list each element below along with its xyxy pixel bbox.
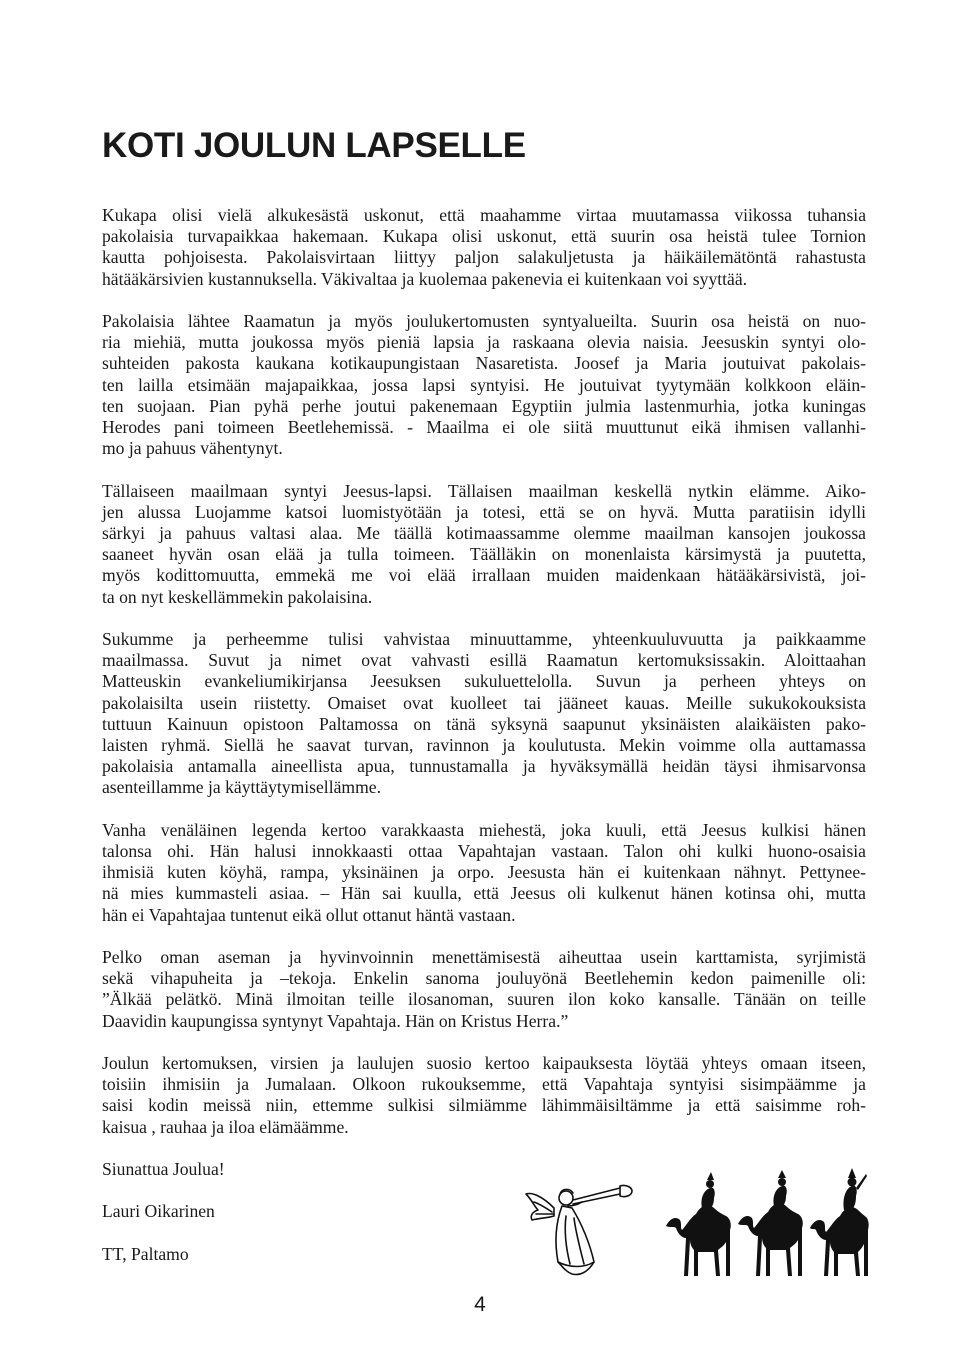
text-line: ”Älkää pelätkö. Minä ilmoitan teille ilosanoman, suuren ilon koko kansalle. Tänään on teille	[102, 989, 866, 1010]
text-line: laisten ryhmä. Siellä he saavat turvan, ravinnon ja koulutusta. Mekin voimme olla auttamassa	[102, 735, 866, 756]
author-affiliation: TT, Paltamo	[102, 1243, 189, 1264]
paragraph-5	[102, 820, 866, 926]
text-line: toisiin ihmisiin ja Jumalaan. Olkoon rukouksemme, että Vapahtaja syntyisi sisimpäämme ja	[102, 1074, 866, 1095]
text-line: Joulun kertomuksen, virsien ja laulujen suosio kertoo kaipauksesta löytää yhteys omaan itseen,	[102, 1053, 866, 1074]
text-line: mo ja pahuus vähentynyt.	[102, 438, 283, 459]
paragraph-1	[102, 205, 866, 290]
article-title: KOTI JOULUN LAPSELLE	[102, 126, 526, 165]
text-line: Sukumme ja perheemme tulisi vahvistaa minuuttamme, yhteenkuuluvuutta ja paikkaamme	[102, 629, 866, 650]
text-line: kaisua , rauhaa ja iloa elämäämme.	[102, 1116, 349, 1137]
text-line: saaneet hyvän osan elää ja tulla toimeen. Täälläkin on monenlaista kärsimystä ja puutetta,	[102, 544, 866, 565]
text-line: Vanha venäläinen legenda kertoo varakkaasta miehestä, joka kuuli, että Jeesus kulkisi hänen	[102, 819, 866, 840]
text-line: talonsa ohi. Hän halusi innokkaasti ottaa Vapahtajan vastaan. Talon ohi kulki huono-osaisia	[102, 841, 866, 862]
text-line: nä mies kummasteli asiaa. – Hän sai kuulla, että Jeesus oli kulkenut hänen kotinsa ohi, mutta	[102, 883, 866, 904]
text-line: Daavidin kaupungissa syntynyt Vapahtaja. Hän on Kristus Herra.”	[102, 1010, 569, 1031]
article-body	[102, 205, 866, 1286]
text-line: hätääkärsivien kustannuksella. Väkivaltaa ja kuolemaa pakenevia ei kuitenkaan voi syyttää.	[102, 268, 748, 289]
text-line: pakolaisilta usein riistetty. Omaiset ovat kuolleet tai jääneet kauas. Meille sukukokouksista	[102, 692, 866, 713]
text-line: Tällaiseen maailmaan syntyi Jeesus-lapsi. Tällaisen maailman keskellä nytkin elämme. Aiko-	[102, 480, 866, 501]
paragraph-7	[102, 1053, 866, 1138]
angel-with-trumpet-icon	[524, 1182, 642, 1278]
paragraph-6	[102, 947, 866, 1032]
text-line: asenteillamme ja käyttäytymisellämme.	[102, 777, 381, 798]
closing-greeting: Siunattua Joulua!	[102, 1159, 225, 1180]
text-line: jen alussa Luojamme katsoi luomistyötään ja totesi, että se on hyvä. Mutta paratiisin idylli	[102, 501, 866, 522]
text-line: saisi kodin meissä niin, ettemme sulkisi silmiämme lähimmäisiltämme ja että saisimme roh-	[102, 1095, 866, 1116]
text-line: ten lailla etsimään majapaikkaa, jossa lapsi syntyisi. He joutuivat tyytymään kolkkoon eläin-	[102, 374, 866, 395]
paragraph-3	[102, 481, 866, 608]
paragraph-2	[102, 311, 866, 459]
text-line: tuttuun Kainuun opistoon Paltamossa on tänä syksynä saapunut yksinäisten alaikäisten pako-	[102, 713, 866, 734]
text-line: ria miehiä, mutta joukossa myös pieniä lapsia ja raskaana olevia naisia. Jeesuskin syntyi olo-	[102, 332, 866, 353]
text-line: hän ei Vapahtajaa tuntenut eikä ollut ottanut häntä vastaan.	[102, 904, 516, 925]
text-line: Pelko oman aseman ja hyvinvoinnin menettämisestä aiheuttaa usein karttamista, syrjimistä	[102, 947, 866, 968]
text-line: ten suojaan. Pian pyhä perhe joutui pakenemaan Egyptiin julmia lastenmurhia, jotka kuningas	[102, 395, 866, 416]
text-line: Kukapa olisi vielä alkukesästä uskonut, että maahamme virtaa muutamassa viikossa tuhansia	[102, 205, 866, 225]
text-line: Matteuskin evankeliumikirjansa Jeesuksen sukuluettelolla. Suvun ja perheen yhteys on	[102, 671, 866, 692]
text-line: ta on nyt keskellämmekin pakolaisina.	[102, 586, 373, 607]
text-line: ihmisiä kuten köyhä, rampa, yksinäinen ja orpo. Jeesusta hän ei kuitenkaan nähnyt. Pettynee-	[102, 862, 866, 883]
text-line: Pakolaisia lähtee Raamatun ja myös joulukertomusten syntyalueilta. Suurin osa heistä on nuo-	[102, 311, 866, 331]
text-line: kautta pohjoisesta. Pakolaisvirtaan liittyy paljon salakuljetusta ja häikäilemätöntä rahastusta	[102, 247, 866, 268]
paragraph-4	[102, 629, 866, 799]
author-name: Lauri Oikarinen	[102, 1201, 215, 1222]
text-line: särkyi ja pahuus valtasi alaa. Me täällä kotimaassamme olemme maailman kansojen joukossa	[102, 523, 866, 544]
text-line: pakolaisia antamalla aineellista apua, tunnustamalla ja hyväksymällä heidän täysi ihmisarvonsa	[102, 756, 866, 777]
text-line: maailmassa. Suvut ja nimet ovat vahvasti esillä Raamatun kertomuksissakin. Aloittaahan	[102, 650, 866, 671]
page-number: 4	[474, 1293, 486, 1316]
text-line: myös kodittomuutta, emmekä me voi elää irrallaan muiden maidenkaan hätääkärsivistä, joi-	[102, 565, 866, 586]
text-line: Herodes pani toimeen Beetlehemissä. - Maailma ei ole siitä muuttunut eikä ihmisen vallanhi-	[102, 417, 866, 438]
text-line: pakolaisia turvapaikkaa hakemaan. Kukapa olisi uskonut, että suurin osa heistä tulee Tornion	[102, 226, 866, 247]
text-line: suhteiden pakosta kaukana kotikaupungistaan Nasaretista. Joosef ja Maria joutuivat pakolais-	[102, 353, 866, 374]
text-line: sekä vihapuheita ja –tekoja. Enkelin sanoma jouluyönä Beetlehemin kedon paimenille oli:	[102, 968, 866, 989]
three-wise-men-on-camels-silhouette-icon	[660, 1166, 870, 1280]
